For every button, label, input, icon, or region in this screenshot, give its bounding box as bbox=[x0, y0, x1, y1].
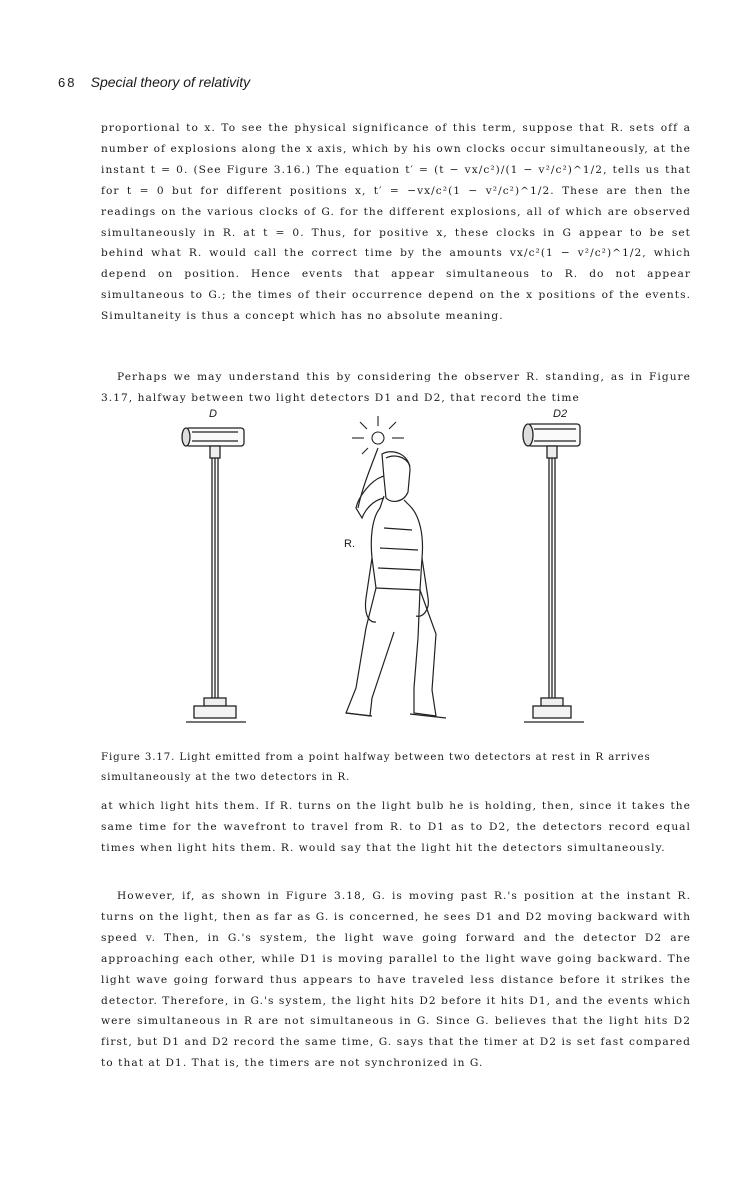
page-number: 68 bbox=[58, 75, 77, 90]
paragraph-3 bbox=[101, 796, 691, 859]
paragraph-3-text: at which light hits them. If R. turns on the light bulb he is holding, then, since it takes the same time for the wavefront to travel from R. to D1 as to D2, the detectors record equal times when light hits them. R. would say that the light hit the detectors simultaneously. bbox=[101, 800, 691, 854]
observer-illustration bbox=[346, 448, 446, 718]
detector-right-label: D2 bbox=[553, 408, 568, 420]
paragraph-2 bbox=[101, 367, 691, 409]
detector-left-illustration bbox=[182, 428, 246, 722]
page-header bbox=[58, 74, 250, 91]
paragraph-4 bbox=[101, 886, 691, 1074]
paragraph-2-text: Perhaps we may understand this by considering the observer R. standing, as in Figure 3.17, halfway between two light detectors D1 and D2, that record the time bbox=[101, 371, 691, 404]
paragraph-1-text: proportional to x. To see the physical significance of this term, suppose that R. sets off a number of explosions along the x axis, which by his own clocks occur simultaneously, at the instant t = 0. (See Figure 3.16.) The equation t′ = (t − vx/c²)/(1 − v²/c²)^1/2, tells us that for t = 0 but for different positions x, t′ = −vx/c²(1 − v²/c²)^1/2. These are then the readings on the various clocks of G. for the different explosions, all of which are observed simultaneously in R. at t = 0. Thus, for positive x, these clocks in G appear to be set behind what R. would call the correct time by the amounts vx/c²(1 − v²/c²)^1/2, which depend on position. Hence events that appear simultaneous to R. do not appear simultaneous to G.; the times of their occurrence depend on the x positions of the events. Simultaneity is thus a concept which has no absolute meaning. bbox=[101, 122, 691, 323]
paragraph-4-text: However, if, as shown in Figure 3.18, G. is moving past R.'s position at the instant R. turns on the light, then as far as G. is concerned, he sees D1 and D2 moving backward with speed v. Then, in G.'s system, the light wave going forward and the detector D2 are approaching each other, while D1 is moving parallel to the light wave going backward. The light wave going forward thus appears to have traveled less distance before it strikes the detector. Therefore, in G.'s system, the light hits D2 before it hits D1, and the events which were simultaneous in R are not simultaneous in G. Since G. believes that the light hits D2 first, but D1 and D2 record the same time, G. says that the timer at D2 is set fast compared to that at D1. That is, the timers are not synchronized in G. bbox=[101, 890, 691, 1070]
detector-right-illustration bbox=[523, 424, 584, 722]
figure-caption bbox=[101, 748, 691, 788]
caption-label: Figure 3.17. bbox=[101, 752, 176, 763]
running-title: Special theory of relativity bbox=[90, 74, 251, 90]
paragraph-1 bbox=[101, 118, 691, 327]
figure-illustration bbox=[0, 408, 748, 738]
figure-3-17 bbox=[0, 408, 748, 738]
caption-text: Light emitted from a point halfway between two detectors at rest in R arrives simultaneously at the two detectors in R. bbox=[101, 752, 651, 783]
detector-left-label: D bbox=[209, 408, 217, 420]
observer-label: R. bbox=[344, 538, 355, 550]
